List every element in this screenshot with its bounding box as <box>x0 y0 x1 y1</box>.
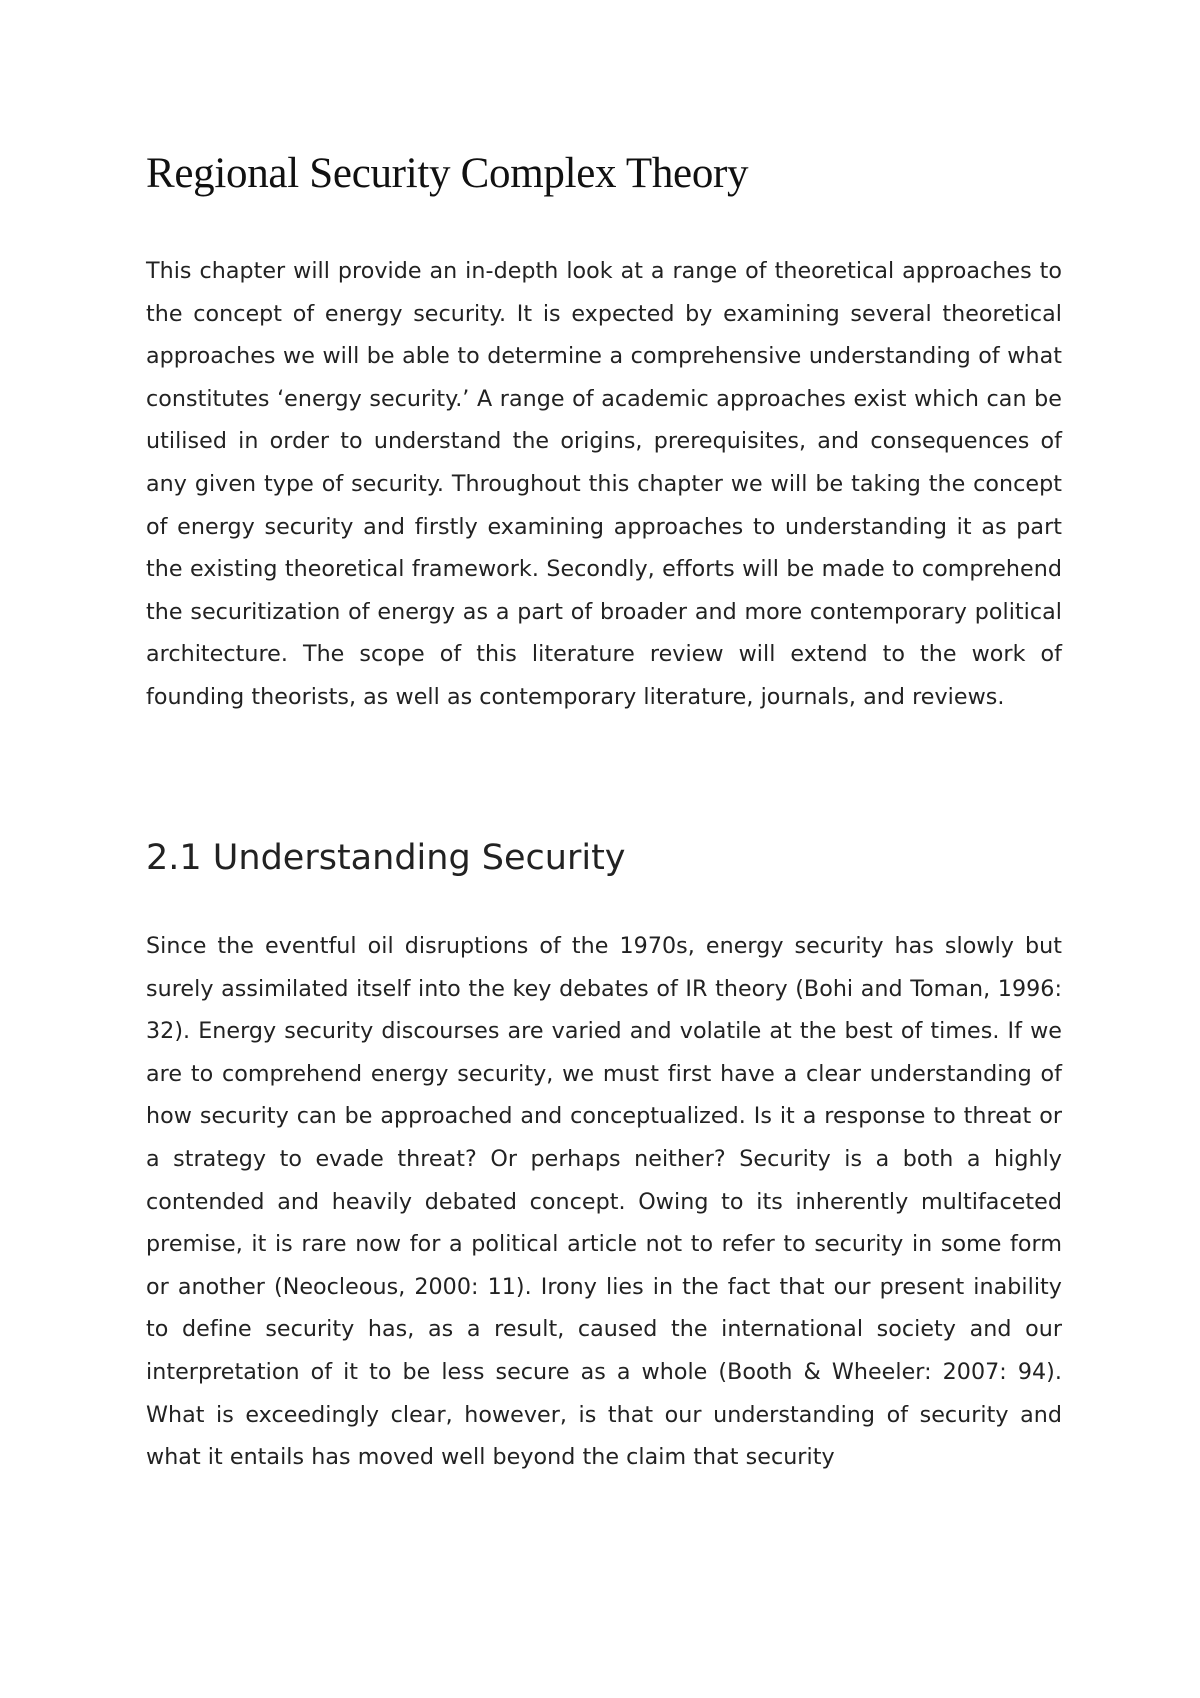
intro-paragraph: This chapter will provide an in-depth look at a range of theoretical approaches to the concept of energy security. It is expected by examining several theoretical approaches we will be able to determine a comprehensive understanding of what constitutes ‘energy security.’ A range of academic approaches exist which can be utilised in order to understand the origins, prerequisites, and consequences of any given type of security. Throughout this chapter we will be taking the concept of energy security and firstly examining approaches to understanding it as part the existing theoretical framework. Secondly, efforts will be made to comprehend the securitization of energy as a part of broader and more contemporary political architecture. The scope of this literature review will extend to the work of founding theorists, as well as contemporary literature, journals, and reviews. <box>146 258 1062 710</box>
section-heading-understanding-security: 2.1 Understanding Security <box>146 838 626 878</box>
document-title: Regional Security Complex Theory <box>146 150 749 197</box>
section-paragraph: Since the eventful oil disruptions of the 1970s, energy security has slowly but surely assimilated itself into the key debates of IR theory (Bohi and Toman, 1996: 32). Energy security discourses are varied and volatile at the best of times. If we are to comprehend energy security, we must first have a clear understanding of how security can be approached and conceptualized. Is it a response to threat or a strategy to evade threat? Or perhaps neither? Security is a both a highly contended and heavily debated concept. Owing to its inherently multifaceted premise, it is rare now for a political article not to refer to security in some form or another (Neocleous, 2000: 11). Irony lies in the fact that our present inability to define security has, as a result, caused the international society and our interpretation of it to be less secure as a whole (Booth & Wheeler: 2007: 94). What is exceedingly clear, however, is that our understanding of security and what it entails has moved well beyond the claim that security <box>146 933 1062 1471</box>
